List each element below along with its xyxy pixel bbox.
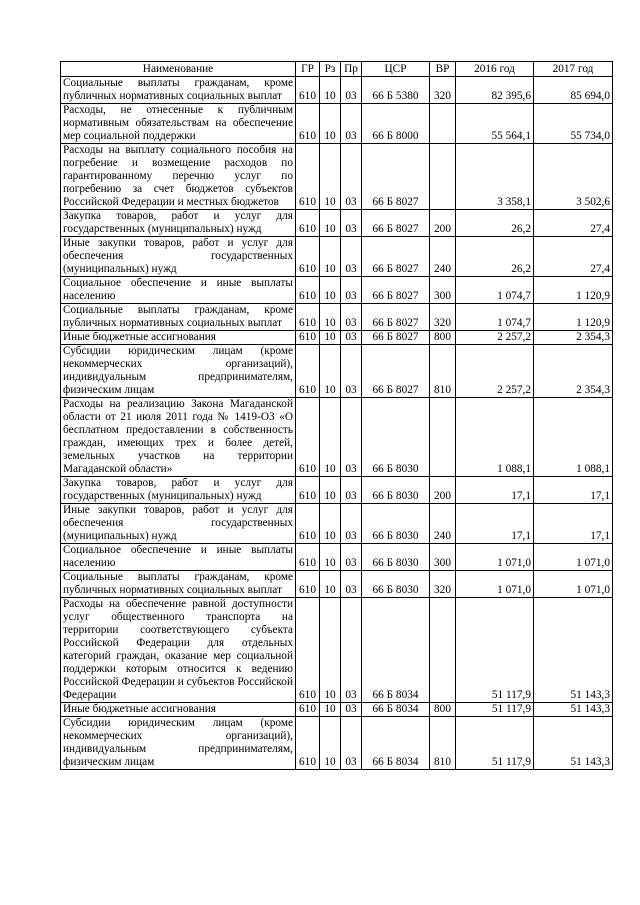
table-row	[61, 398, 613, 477]
cell-pr: 03	[341, 345, 362, 398]
cell-2016: 55 564,1	[456, 104, 534, 144]
cell-csr: 66 Б 8034	[362, 598, 430, 703]
cell-gr: 610	[296, 598, 320, 703]
cell-vr	[430, 104, 456, 144]
cell-gr: 610	[296, 210, 320, 237]
cell-2017: 51 143,3	[534, 717, 613, 770]
table-row	[61, 717, 613, 770]
cell-gr: 610	[296, 331, 320, 345]
cell-name: Социальные выплаты гражданам, кроме публичных нормативных социальных выплат	[61, 77, 296, 104]
cell-2017: 27,4	[534, 237, 613, 277]
cell-2016: 51 117,9	[456, 703, 534, 717]
table-row	[61, 598, 613, 703]
cell-csr: 66 Б 5380	[362, 77, 430, 104]
cell-rz: 10	[320, 544, 341, 571]
cell-csr: 66 Б 8030	[362, 398, 430, 477]
cell-2016: 1 074,7	[456, 304, 534, 331]
cell-csr: 66 Б 8027	[362, 304, 430, 331]
cell-csr: 66 Б 8000	[362, 104, 430, 144]
cell-rz: 10	[320, 598, 341, 703]
cell-name: Расходы на выплату социального пособия на погребение и возмещение расходов по гарантированному перечню услуг по погребению за счет бюджетов субъектов Российской Федерации и местных бюджетов	[61, 144, 296, 210]
cell-vr: 300	[430, 277, 456, 304]
cell-name: Субсидии юридическим лицам (кроме некоммерческих организаций), индивидуальным предпринимателям, физическим лицам	[61, 717, 296, 770]
cell-rz: 10	[320, 398, 341, 477]
cell-pr: 03	[341, 210, 362, 237]
cell-rz: 10	[320, 144, 341, 210]
cell-name: Социальные выплаты гражданам, кроме публичных нормативных социальных выплат	[61, 304, 296, 331]
cell-name: Расходы, не отнесенные к публичным нормативным обязательствам на обеспечение мер социальной поддержки	[61, 104, 296, 144]
cell-name: Социальные выплаты гражданам, кроме публичных нормативных социальных выплат	[61, 571, 296, 598]
header-name: Наименование	[61, 62, 296, 77]
header-vr: ВР	[430, 62, 456, 77]
table-row	[61, 504, 613, 544]
cell-2017: 1 120,9	[534, 304, 613, 331]
cell-vr	[430, 144, 456, 210]
cell-2016: 1 071,0	[456, 571, 534, 598]
header-csr: ЦСР	[362, 62, 430, 77]
cell-gr: 610	[296, 571, 320, 598]
cell-gr: 610	[296, 703, 320, 717]
cell-2017: 51 143,3	[534, 598, 613, 703]
cell-2017: 17,1	[534, 477, 613, 504]
cell-vr: 800	[430, 331, 456, 345]
cell-gr: 610	[296, 398, 320, 477]
cell-vr: 810	[430, 717, 456, 770]
cell-2017: 2 354,3	[534, 345, 613, 398]
cell-gr: 610	[296, 237, 320, 277]
cell-pr: 03	[341, 304, 362, 331]
cell-2016: 26,2	[456, 210, 534, 237]
cell-rz: 10	[320, 571, 341, 598]
cell-name: Иные закупки товаров, работ и услуг для обеспечения государственных (муниципальных) нужд	[61, 504, 296, 544]
table-row	[61, 144, 613, 210]
budget-table	[60, 61, 613, 770]
cell-vr: 300	[430, 544, 456, 571]
cell-vr	[430, 598, 456, 703]
cell-rz: 10	[320, 477, 341, 504]
table-row	[61, 571, 613, 598]
cell-csr: 66 Б 8030	[362, 504, 430, 544]
header-2016: 2016 год	[456, 62, 534, 77]
cell-gr: 610	[296, 277, 320, 304]
cell-2017: 1 088,1	[534, 398, 613, 477]
cell-vr: 810	[430, 345, 456, 398]
cell-rz: 10	[320, 717, 341, 770]
cell-pr: 03	[341, 717, 362, 770]
cell-pr: 03	[341, 277, 362, 304]
header-pr: Пр	[341, 62, 362, 77]
cell-name: Расходы на обеспечение равной доступности услуг общественного транспорта на территории соответствующего субъекта Российской Федерации для отдельных категорий граждан, оказание мер социальной поддержки которым относится к ведению Российской Федерации и субъектов Российской Федерации	[61, 598, 296, 703]
table-row	[61, 304, 613, 331]
cell-rz: 10	[320, 210, 341, 237]
cell-pr: 03	[341, 504, 362, 544]
cell-2017: 17,1	[534, 504, 613, 544]
cell-2016: 51 117,9	[456, 717, 534, 770]
cell-rz: 10	[320, 345, 341, 398]
table-row	[61, 277, 613, 304]
cell-pr: 03	[341, 477, 362, 504]
cell-2016: 51 117,9	[456, 598, 534, 703]
cell-gr: 610	[296, 104, 320, 144]
table-row	[61, 331, 613, 345]
cell-2017: 3 502,6	[534, 144, 613, 210]
cell-name: Социальное обеспечение и иные выплаты населению	[61, 277, 296, 304]
cell-name: Субсидии юридическим лицам (кроме некоммерческих организаций), индивидуальным предпринимателям, физическим лицам	[61, 345, 296, 398]
header-2017: 2017 год	[534, 62, 613, 77]
cell-2016: 1 071,0	[456, 544, 534, 571]
cell-vr: 200	[430, 210, 456, 237]
cell-vr	[430, 398, 456, 477]
cell-gr: 610	[296, 717, 320, 770]
cell-vr: 320	[430, 77, 456, 104]
table-row	[61, 104, 613, 144]
cell-gr: 610	[296, 477, 320, 504]
cell-2016: 26,2	[456, 237, 534, 277]
cell-rz: 10	[320, 331, 341, 345]
cell-gr: 610	[296, 504, 320, 544]
table-row	[61, 544, 613, 571]
cell-2017: 85 694,0	[534, 77, 613, 104]
cell-name: Иные бюджетные ассигнования	[61, 331, 296, 345]
cell-vr: 240	[430, 237, 456, 277]
header-gr: ГР	[296, 62, 320, 77]
table-row	[61, 210, 613, 237]
cell-pr: 03	[341, 598, 362, 703]
header-row	[61, 62, 613, 77]
cell-rz: 10	[320, 77, 341, 104]
header-rz: Рз	[320, 62, 341, 77]
cell-name: Закупка товаров, работ и услуг для государственных (муниципальных) нужд	[61, 477, 296, 504]
cell-2017: 55 734,0	[534, 104, 613, 144]
cell-vr: 800	[430, 703, 456, 717]
cell-name: Закупка товаров, работ и услуг для государственных (муниципальных) нужд	[61, 210, 296, 237]
cell-vr: 320	[430, 304, 456, 331]
cell-csr: 66 Б 8027	[362, 345, 430, 398]
cell-csr: 66 Б 8027	[362, 277, 430, 304]
cell-rz: 10	[320, 504, 341, 544]
cell-csr: 66 Б 8030	[362, 571, 430, 598]
cell-csr: 66 Б 8034	[362, 717, 430, 770]
cell-pr: 03	[341, 571, 362, 598]
cell-name: Иные закупки товаров, работ и услуг для обеспечения государственных (муниципальных) нужд	[61, 237, 296, 277]
table-row	[61, 477, 613, 504]
cell-csr: 66 Б 8027	[362, 144, 430, 210]
cell-name: Иные бюджетные ассигнования	[61, 703, 296, 717]
cell-pr: 03	[341, 398, 362, 477]
cell-pr: 03	[341, 237, 362, 277]
cell-2017: 27,4	[534, 210, 613, 237]
cell-2017: 1 120,9	[534, 277, 613, 304]
cell-2016: 2 257,2	[456, 331, 534, 345]
cell-pr: 03	[341, 703, 362, 717]
cell-vr: 240	[430, 504, 456, 544]
cell-rz: 10	[320, 703, 341, 717]
cell-name: Социальное обеспечение и иные выплаты населению	[61, 544, 296, 571]
cell-pr: 03	[341, 544, 362, 571]
cell-vr: 320	[430, 571, 456, 598]
cell-csr: 66 Б 8034	[362, 703, 430, 717]
cell-pr: 03	[341, 77, 362, 104]
cell-2016: 1 088,1	[456, 398, 534, 477]
table-row	[61, 703, 613, 717]
cell-csr: 66 Б 8030	[362, 477, 430, 504]
cell-gr: 610	[296, 345, 320, 398]
cell-gr: 610	[296, 304, 320, 331]
table-row	[61, 77, 613, 104]
cell-pr: 03	[341, 144, 362, 210]
cell-2016: 3 358,1	[456, 144, 534, 210]
cell-2016: 82 395,6	[456, 77, 534, 104]
cell-rz: 10	[320, 104, 341, 144]
cell-gr: 610	[296, 77, 320, 104]
table-row	[61, 237, 613, 277]
cell-2017: 1 071,0	[534, 544, 613, 571]
cell-rz: 10	[320, 237, 341, 277]
cell-2017: 51 143,3	[534, 703, 613, 717]
cell-csr: 66 Б 8027	[362, 331, 430, 345]
cell-pr: 03	[341, 331, 362, 345]
cell-2016: 1 074,7	[456, 277, 534, 304]
cell-csr: 66 Б 8027	[362, 237, 430, 277]
cell-2016: 17,1	[456, 504, 534, 544]
cell-rz: 10	[320, 304, 341, 331]
cell-csr: 66 Б 8030	[362, 544, 430, 571]
cell-csr: 66 Б 8027	[362, 210, 430, 237]
cell-rz: 10	[320, 277, 341, 304]
cell-2016: 2 257,2	[456, 345, 534, 398]
cell-2016: 17,1	[456, 477, 534, 504]
cell-gr: 610	[296, 144, 320, 210]
cell-pr: 03	[341, 104, 362, 144]
cell-2017: 2 354,3	[534, 331, 613, 345]
cell-name: Расходы на реализацию Закона Магаданской области от 21 июля 2011 года № 1419-ОЗ «О бесплатном предоставлении в собственность граждан, имеющих трех и более детей, земельных участков на территории Магаданской области»	[61, 398, 296, 477]
cell-vr: 200	[430, 477, 456, 504]
cell-gr: 610	[296, 544, 320, 571]
cell-2017: 1 071,0	[534, 571, 613, 598]
table-row	[61, 345, 613, 398]
